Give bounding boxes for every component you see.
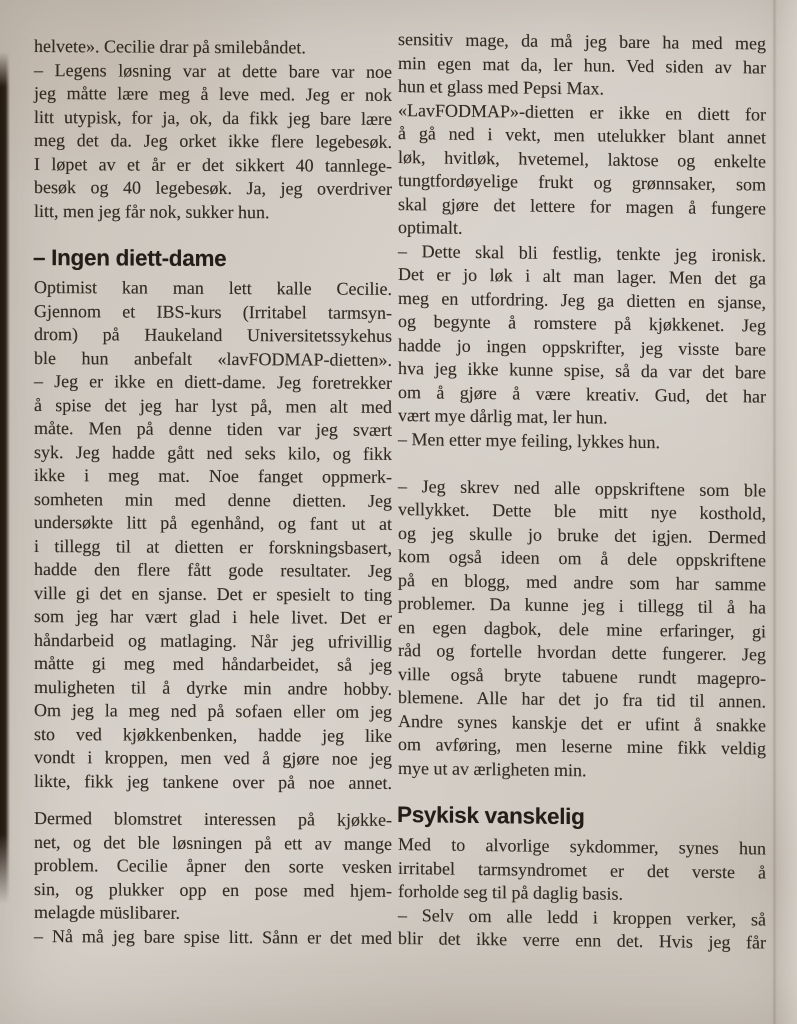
text-line: problem. Cecilie åpner den sorte vesken [34,855,392,877]
text-line: hadde jo ingen oppskrifter, jeg visste bare [398,334,766,359]
text-line: helvete». Cecilie drar på smilebåndet. [34,36,306,58]
text-line: sensitiv mage, da må jeg bare ha med meg [398,29,766,54]
text-line: løk, hvitløk, hvetemel, laktose og enkelte [398,146,766,171]
paragraph [398,99,766,244]
text-line: – Jeg skrev ned alle oppskriftene som ble [398,475,766,500]
text-line: drom) på Haukeland Universitetssykehus [34,324,392,346]
text-line: net, og det ble løsningen på ett av mange [34,831,392,854]
text-line: ble hun anbefalt «lavFODMAP-dietten». [34,347,392,370]
text-line: blir det ikke verre enn det. Hvis jeg får [398,928,766,953]
text-line: Dermed blomstret interessen på kjøkke- [34,808,392,830]
text-line: ville gi det en sjanse. Det er spesielt to ting [34,582,392,605]
text-line: irritabel tarmsyndromet er det verste å [398,857,766,882]
text-line: en egen dagbok, dele mine erfaringer, gi [398,616,766,641]
text-line: – Legens løsning var at dette bare var noe [34,59,392,82]
text-line: hva jeg ikke kunne spise, så da var det bare [398,358,766,383]
text-line: vært mye dårlig mat, ler hun. [398,405,608,428]
text-line: skal gjøre det lettere for magen å fungere [398,193,766,218]
text-line: og begynte å romstere på kjøkkenet. Jeg [398,311,766,336]
paragraph [398,28,766,103]
text-line: Med to alvorlige sykdommer, synes hun [398,834,766,859]
paragraph [34,370,392,795]
text-line: på en blogg, med andre som har samme [398,569,766,594]
paragraph [398,240,766,432]
article-column-right [398,0,766,955]
text-line: – Selv om alle ledd i kroppen verker, så [398,904,766,929]
text-line: min egen mat da, ler hun. Ved siden av har [398,52,766,77]
text-line: melagde müslibarer. [34,902,180,923]
text-line: meg en utfordring. Jeg ga dietten en sjanse, [398,287,766,312]
text-line: mye ut av ærligheten min. [398,757,587,780]
text-line: råd og fortelle hvordan dette fungerer. Jeg [398,640,766,665]
text-line: sin, og plukker opp en pose med hjem- [34,878,392,901]
text-line: om avføring, men leserne mine fikk veldig [398,734,766,759]
text-line: I løpet av et år er det sikkert 40 tannlege- [34,153,392,176]
text-line: måte. Men på denne tiden var jeg svært [34,418,392,440]
paragraph [34,276,392,372]
text-line: å spise det jeg har lyst på, men alt med [34,394,392,417]
text-line: vondt i kroppen, men ved å gjøre noe jeg [34,747,392,769]
text-line: Optimist kan man lett kalle Cecilie. [34,277,392,299]
text-line: Om jeg la meg ned på sofaen eller om jeg [34,700,392,722]
text-line: meg det da. Jeg orket ikke flere legebesøk. [34,130,392,152]
text-line: litt, men jeg får nok, sukker hun. [34,200,270,222]
paragraph [34,35,392,225]
article-column-left [34,0,392,950]
text-line: blemene. Alle har det jo fra tid til annen. [398,687,766,712]
text-line: kom også ideen om å dele oppskriftene [398,546,766,571]
text-line: ikke i meg mat. Noe fanget oppmerk- [34,465,392,487]
text-line: litt utypisk, for ja, ok, da fikk jeg bare lære [34,106,392,129]
text-line: muligheten til å dyrke min andre hobby. [34,676,392,699]
text-line: å gå ned i vekt, men utelukker blant annet [398,123,766,148]
text-line: Det er jo løk i alt man lager. Men det ga [398,264,766,289]
text-line: «LavFODMAP»-dietten er ikke en diett for [398,99,766,124]
text-line: sto ved kjøkkenbenken, hadde jeg like [34,723,392,746]
paragraph [398,904,766,955]
text-line: ville også bryte tabuene rundt magepro- [398,663,766,688]
text-line: optimalt. [398,217,463,238]
text-line: forholde seg til på daglig basis. [398,881,623,904]
text-line: Gjennom et IBS-kurs (Irritabel tarmsyn- [34,300,392,323]
text-line: – Men etter mye feiling, lykkes hun. [398,428,660,452]
paragraph [398,428,766,456]
section-heading: – Ingen diett-dame [33,244,227,272]
text-line: som jeg har vært glad i hele livet. Det er [34,606,392,628]
text-line: besøk og 40 legebesøk. Ja, jeg overdriver [34,177,392,199]
text-line: om å gjøre å være kreativ. Gud, det har [398,381,766,406]
text-line: syk. Jeg hadde gått ned seks kilo, og fikk [34,441,392,464]
text-line: måtte gi meg med håndarbeidet, så jeg [34,653,392,675]
text-line: hadde den flere fått gode resultater. Jeg [34,559,392,581]
paragraph [34,807,392,926]
text-line: undersøkte litt på egenhånd, og fant ut at [34,512,392,534]
photo-dark-edge [0,52,10,904]
paragraph [34,925,392,950]
section-heading: Psykisk vanskelig [397,801,585,830]
text-line: somheten min med denne dietten. Jeg [34,488,392,511]
text-line: jeg måtte lære meg å leve med. Jeg er nok [34,83,392,105]
text-line: og jeg skulle jo bruke det igjen. Dermed [398,522,766,547]
paragraph [398,475,766,785]
text-line: i tillegg til at dietten er forskningsbasert, [34,535,392,558]
text-line: håndarbeid og matlaging. Når jeg ufrivillig [34,629,392,652]
text-line: vellykket. Dette ble mitt nye kosthold, [398,499,766,524]
text-line: – Dette skal bli festlig, tenkte jeg ironisk. [398,240,766,265]
text-line: problemer. Da kunne jeg i tillegg til å ha [398,593,766,618]
paragraph [398,833,766,908]
text-line: Andre synes kanskje det er ufint å snakke [398,710,766,735]
text-line: tungtfordøyelige frukt og grønnsaker, som [398,170,766,195]
page-edge-highlight [777,0,797,1024]
text-line: – Nå må jeg bare spise litt. Sånn er det med [34,925,392,948]
text-line: – Jeg er ikke en diett-dame. Jeg foretrekker [34,371,392,393]
text-line: likte, fikk jeg tankene over på noe annet. [34,770,392,793]
text-line: hun et glass med Pepsi Max. [398,76,604,99]
